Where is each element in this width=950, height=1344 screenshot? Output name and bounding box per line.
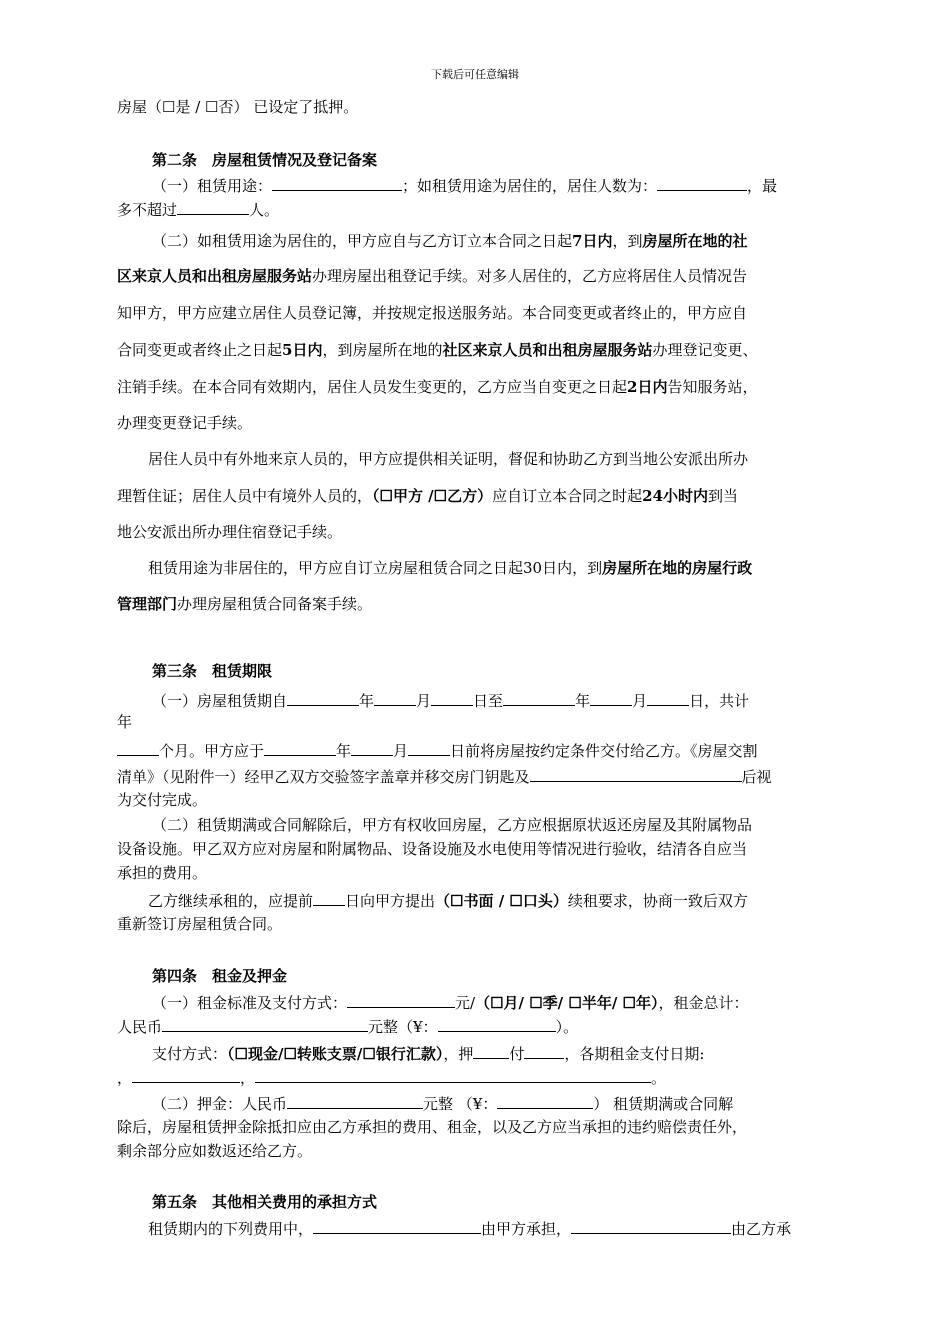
blank-field[interactable] bbox=[255, 1067, 651, 1083]
bold-text: 2日内 bbox=[627, 378, 668, 396]
text: （一）租赁用途： bbox=[152, 177, 273, 195]
article-4-heading: 第四条 租金及押金 bbox=[152, 967, 288, 985]
article-3-heading: 第三条 租赁期限 bbox=[152, 662, 273, 680]
text: ，租金总计： bbox=[658, 994, 749, 1012]
text: 元/ bbox=[455, 994, 476, 1012]
s3-2-line-1: （二）租赁期满或合同解除后，甲方有权收回房屋，乙方应根据原状返还房屋及其附属物品 bbox=[152, 816, 753, 834]
s2-3-line-1: 居住人员中有外地来京人员的，甲方应提供相关证明，督促和协助乙方到当地公安派出所办 bbox=[148, 450, 749, 468]
s5-fees-line bbox=[148, 1218, 791, 1239]
text: ）。 bbox=[555, 1018, 579, 1036]
blank-field[interactable] bbox=[438, 1016, 556, 1032]
text: ，各期租金支付日期: bbox=[564, 1045, 705, 1063]
text: 租赁期内的下列费用中， bbox=[148, 1220, 314, 1238]
blank-field[interactable] bbox=[503, 690, 575, 706]
s4-total-line bbox=[117, 1016, 578, 1037]
text: 年 bbox=[575, 692, 591, 710]
bold-text: （☐月/ ☐季/ ☐半年/ ☐年） bbox=[475, 994, 659, 1012]
s3-term-line bbox=[152, 690, 749, 711]
mortgage-line: 房屋（☐是 / ☐否） 已设定了抵押。 bbox=[117, 98, 359, 116]
s2-4-line-2 bbox=[117, 594, 372, 614]
bold-text: 5日内 bbox=[282, 341, 323, 359]
text: ，到 bbox=[612, 232, 643, 250]
s4-payment-line bbox=[152, 1043, 704, 1064]
text: 注销手续。在本合同有效期内，居住人员发生变更的，乙方应当自变更之日起 bbox=[117, 378, 628, 396]
article-5-heading: 第五条 其他相关费用的承担方式 bbox=[152, 1193, 378, 1211]
bold-text: 房屋所在地的房屋行政 bbox=[602, 559, 753, 577]
text: 租赁用途为非居住的，甲方应自订立房屋租赁合同之日起 bbox=[148, 559, 524, 577]
blank-field[interactable] bbox=[132, 1067, 240, 1083]
s3-2-line-3: 承担的费用。 bbox=[117, 864, 208, 882]
s2-2-line-5 bbox=[117, 377, 757, 397]
blank-field[interactable] bbox=[571, 1218, 731, 1234]
blank-field[interactable] bbox=[647, 690, 689, 706]
text: 日至 bbox=[473, 692, 504, 710]
bold-text: （☐现金/☐转账支票/☐银行汇款） bbox=[227, 1045, 444, 1063]
blank-field[interactable] bbox=[264, 740, 336, 756]
s2-2-line-6: 办理变更登记手续。 bbox=[117, 414, 253, 432]
text: 告知服务站， bbox=[667, 378, 758, 396]
blank-field[interactable] bbox=[351, 740, 393, 756]
s3-handover-line bbox=[117, 766, 772, 787]
s3-renew-end: 重新签订房屋租赁合同。 bbox=[117, 915, 283, 933]
blank-field[interactable] bbox=[590, 690, 632, 706]
s4-dates-line bbox=[117, 1067, 666, 1088]
s2-occupants-line bbox=[117, 199, 279, 220]
text: 多不超过 bbox=[117, 201, 178, 219]
blank-field[interactable] bbox=[117, 740, 159, 756]
s2-2-line-2 bbox=[117, 266, 747, 286]
text: 日前将房屋按约定条件交付给乙方。《房屋交割 bbox=[450, 742, 758, 760]
blank-field[interactable] bbox=[497, 1093, 593, 1109]
text: 日，共计 bbox=[689, 692, 750, 710]
s3-renew-line bbox=[148, 890, 748, 911]
blank-field[interactable] bbox=[524, 1043, 564, 1059]
s3-months-line bbox=[117, 740, 758, 761]
text: ，最 bbox=[747, 177, 778, 195]
s4-deposit-line-2: 除后，房屋租赁押金除抵扣应由乙方承担的费用、租金，以及乙方应当承担的违约赔偿责任外， bbox=[117, 1118, 748, 1136]
blank-field[interactable] bbox=[374, 690, 416, 706]
text: 元整 （¥： bbox=[423, 1095, 498, 1113]
text: ） 租赁期满或合同解 bbox=[593, 1095, 734, 1113]
text: 由乙方承 bbox=[731, 1220, 792, 1238]
text: 元整（¥： bbox=[368, 1018, 438, 1036]
text: ；如租赁用途为居住的，居住人数为： bbox=[402, 177, 658, 195]
text: 清单》（见附件一）经甲乙双方交验签字盖章并移交房门钥匙及 bbox=[117, 768, 530, 786]
blank-field[interactable] bbox=[347, 992, 455, 1008]
text: ，押 bbox=[443, 1045, 474, 1063]
s2-purpose-line bbox=[152, 175, 777, 196]
blank-field[interactable] bbox=[272, 175, 402, 191]
s2-2-line-3: 知甲方，甲方应建立居住人员登记簿，并按规定报送服务站。本合同变更或者终止的，甲方应自 bbox=[117, 304, 748, 322]
blank-field[interactable] bbox=[530, 766, 742, 782]
s2-2-line-1 bbox=[152, 231, 747, 251]
text: 人。 bbox=[249, 201, 280, 219]
text: 办理房屋租赁合同备案手续。 bbox=[177, 595, 373, 613]
s2-2-line-4 bbox=[117, 340, 758, 360]
text: 支付方式： bbox=[152, 1045, 228, 1063]
text: （二）如租赁用途为居住的，甲方应自与乙方订立本合同之日起 bbox=[152, 232, 573, 250]
text: 月 bbox=[632, 692, 648, 710]
text: 办理登记变更、 bbox=[652, 341, 758, 359]
text: （一）租金标准及支付方式： bbox=[152, 994, 348, 1012]
bold-text: 房屋所在地的社 bbox=[642, 232, 748, 250]
text: ， bbox=[240, 1069, 256, 1087]
s3-year-line: 年 bbox=[117, 713, 133, 731]
text: 月 bbox=[393, 742, 409, 760]
blank-field[interactable] bbox=[287, 690, 359, 706]
text: 办理房屋出租登记手续。对多人居住的，乙方应将居住人员情况告 bbox=[312, 267, 748, 285]
bold-text: 管理部门 bbox=[117, 595, 178, 613]
blank-field[interactable] bbox=[408, 740, 450, 756]
bold-text: （☐书面 / ☐口头） bbox=[435, 892, 568, 910]
article-2-heading: 第二条 房屋租赁情况及登记备案 bbox=[152, 151, 378, 169]
s4-deposit-line bbox=[152, 1093, 733, 1114]
text: 年 bbox=[336, 742, 352, 760]
text: 付 bbox=[509, 1045, 525, 1063]
text: 应自订立本合同之时起 bbox=[492, 487, 643, 505]
text: ，到房屋所在地的 bbox=[322, 341, 443, 359]
text: （一）房屋租赁期自 bbox=[152, 692, 288, 710]
text: ， bbox=[117, 1069, 133, 1087]
text: 后视 bbox=[741, 768, 772, 786]
blank-field[interactable] bbox=[162, 1016, 368, 1032]
text: 个月。甲方应于 bbox=[159, 742, 265, 760]
s4-deposit-line-3: 剩余部分应如数返还给乙方。 bbox=[117, 1142, 313, 1160]
bold-text: 区来京人员和出租房屋服务站 bbox=[117, 267, 313, 285]
s3-2-line-2: 设备设施。甲乙双方应对房屋和附属物品、设备设施及水电使用等情况进行验收，结清各自应当 bbox=[117, 840, 748, 858]
blank-field[interactable] bbox=[287, 1093, 423, 1109]
blank-field[interactable] bbox=[313, 890, 345, 906]
text: 。 bbox=[651, 1069, 667, 1087]
text: 续租要求，协商一致后双方 bbox=[567, 892, 748, 910]
blank-field[interactable] bbox=[313, 1218, 481, 1234]
bold-text: （☐甲方 /☐乙方） bbox=[372, 487, 493, 505]
s3-handover-end: 为交付完成。 bbox=[117, 791, 208, 809]
blank-field[interactable] bbox=[431, 690, 473, 706]
bold-text: 7日内 bbox=[572, 232, 613, 250]
bold-text: 社区来京人员和出租房屋服务站 bbox=[442, 341, 653, 359]
blank-field[interactable] bbox=[473, 1043, 509, 1059]
text: 人民币 bbox=[117, 1018, 163, 1036]
page-header: 下载后可任意编辑 bbox=[431, 68, 519, 81]
text: 由甲方承担， bbox=[481, 1220, 572, 1238]
s2-3-line-2 bbox=[117, 486, 738, 506]
s2-3-line-3: 地公安派出所办理住宿登记手续。 bbox=[117, 523, 343, 541]
text: 到当 bbox=[708, 487, 739, 505]
text: 月 bbox=[416, 692, 432, 710]
s4-rent-line bbox=[152, 992, 749, 1013]
text: 理暂住证；居住人员中有境外人员的， bbox=[117, 487, 373, 505]
blank-field[interactable] bbox=[657, 175, 747, 191]
text: 日向甲方提出 bbox=[345, 892, 436, 910]
text: 合同变更或者终止之日起 bbox=[117, 341, 283, 359]
bold-text: 24小时内 bbox=[642, 487, 709, 505]
s2-4-line-1 bbox=[148, 558, 752, 578]
blank-field[interactable] bbox=[177, 199, 249, 215]
text: 30日内，到 bbox=[523, 559, 603, 577]
text: （二）押金：人民币 bbox=[152, 1095, 288, 1113]
text: 年 bbox=[359, 692, 375, 710]
text: 乙方继续承租的，应提前 bbox=[148, 892, 314, 910]
